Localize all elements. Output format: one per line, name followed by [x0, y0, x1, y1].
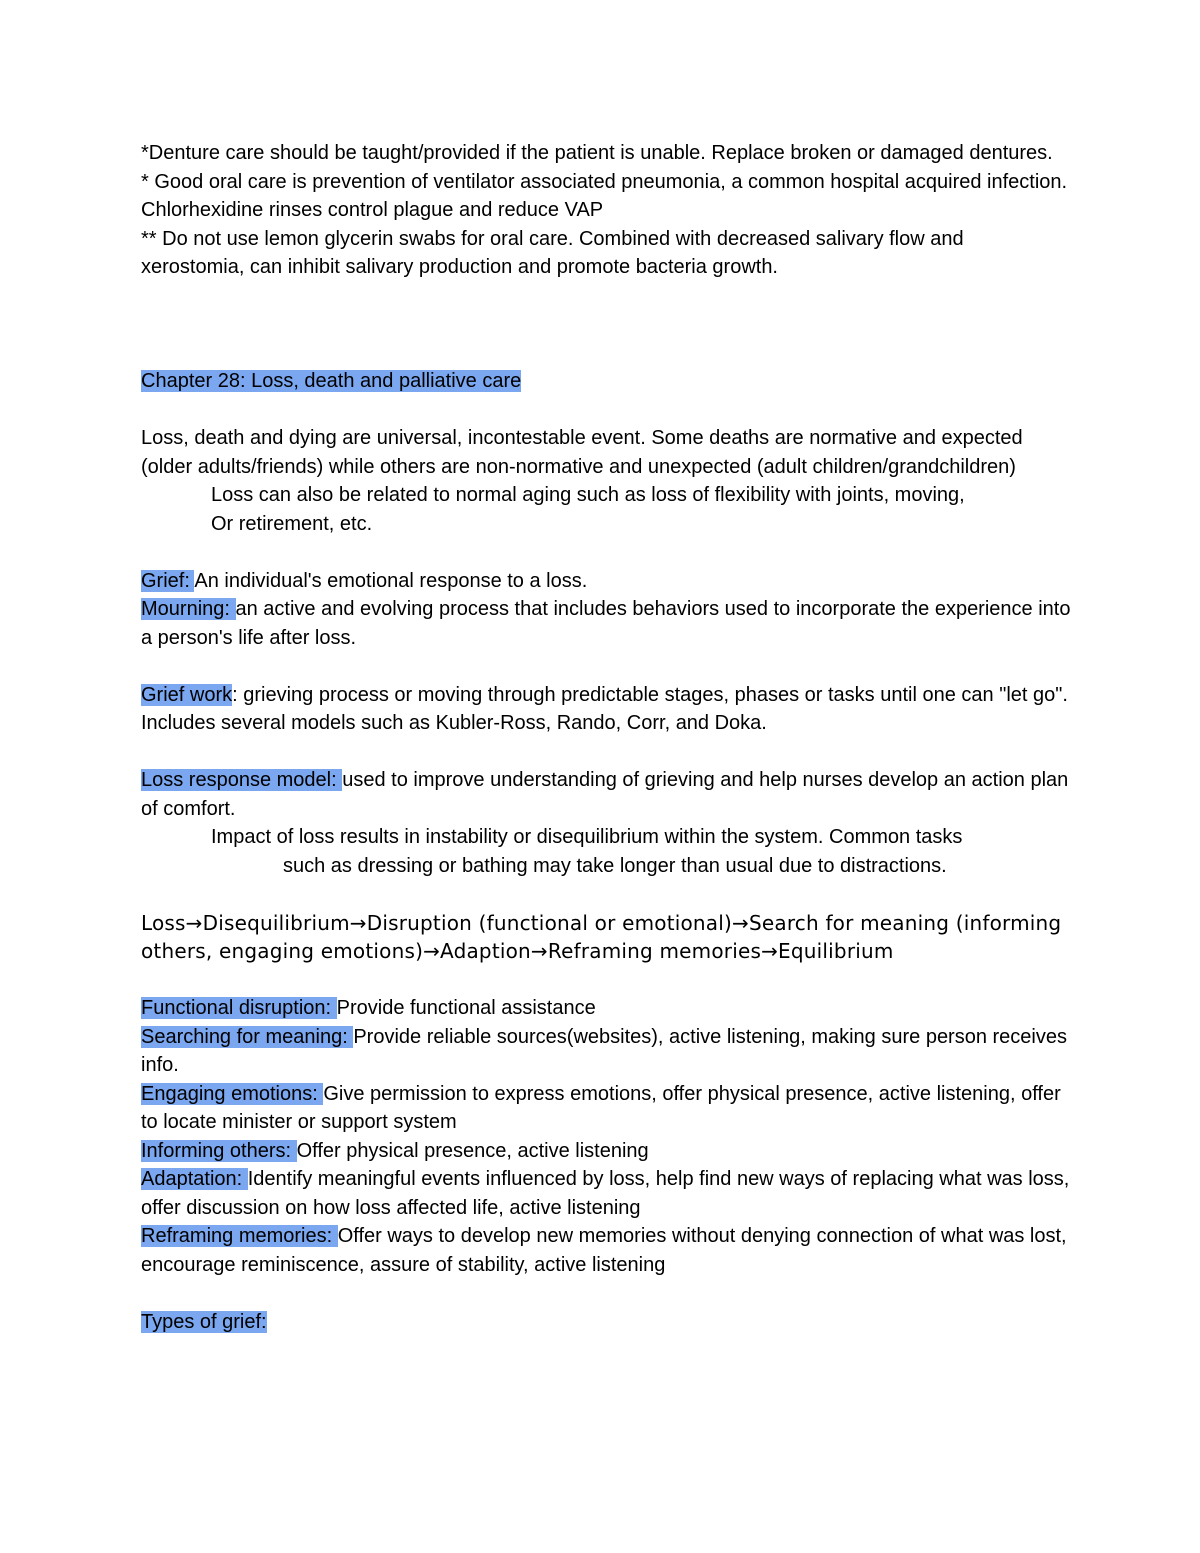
denture-care-note: *Denture care should be taught/provided if the patient is unable. Replace broken or damaged dentures. [141, 142, 1053, 164]
spacer [141, 538, 1071, 567]
chapter-intro: Loss, death and dying are universal, incontestable event. Some deaths are normative and expected (older adults/friends) while others are non-normative and unexpected (adult children/grandchildren) [141, 427, 1023, 478]
loss-model-term: Loss response model: [141, 769, 343, 791]
intervention-text: Provide functional assistance [336, 997, 596, 1019]
mourning-term: Mourning: [141, 598, 236, 620]
types-of-grief-highlight: Types of grief: [141, 1310, 267, 1333]
intervention-item [141, 994, 1071, 1023]
grief-definition [141, 567, 1071, 596]
spacer [141, 966, 1071, 995]
spacer [141, 880, 1071, 909]
intervention-text: Identify meaningful events influenced by loss, help find new ways of replacing what was loss, offer discussion on how loss affected life, active listening [141, 1168, 1070, 1219]
intervention-text: Offer ways to develop new memories without denying connection of what was lost, encourage reminiscence, assure of stability, active listening [141, 1225, 1067, 1276]
spacer [141, 396, 1071, 425]
intervention-term: Adaptation: [141, 1168, 248, 1190]
grief-work-definition [141, 681, 1071, 738]
chapter-heading-highlight: Chapter 28: Loss, death and palliative care [141, 370, 522, 392]
intervention-item [141, 1165, 1071, 1222]
intervention-text: Provide reliable sources(websites), active listening, making sure person receives info. [141, 1025, 1067, 1076]
grief-work-term: Grief work [141, 683, 233, 706]
intervention-term: Engaging emotions: [141, 1082, 324, 1105]
document-page [141, 139, 1071, 1336]
chapter-intro-indent-2: Or retirement, etc. [211, 512, 373, 535]
lemon-glycerin-note: ** Do not use lemon glycerin swabs for oral care. Combined with decreased salivary flow and xerostomia, can inhibit salivary production and promote bacteria growth. [141, 227, 964, 278]
spacer [141, 738, 1071, 767]
loss-model-text: used to improve understanding of grieving and help nurses develop an action plan of comfort. [141, 769, 1069, 820]
loss-model-indent-1: Impact of loss results in instability or disequilibrium within the system. Common tasks [211, 826, 963, 848]
types-of-grief-heading [141, 1308, 1071, 1337]
grief-term: Grief: [141, 569, 195, 592]
mourning-definition [141, 595, 1071, 652]
spacer [141, 1279, 1071, 1308]
spacer [141, 282, 1071, 339]
grief-text: An individual's emotional response to a loss. [194, 569, 588, 592]
intervention-term: Searching for meaning: [141, 1025, 354, 1048]
intervention-item [141, 1023, 1071, 1080]
intervention-term: Functional disruption: [141, 997, 337, 1019]
chapter-intro-indent-1: Loss can also be related to normal aging such as loss of flexibility with joints, moving, [211, 484, 965, 506]
intervention-text: Offer physical presence, active listening [296, 1139, 649, 1162]
grief-work-text: : grieving process or moving through predictable stages, phases or tasks until one can "let go". Includes several models such as Kubler-Ross, Rando, Corr, and Doka. [141, 683, 1068, 734]
chapter-heading [141, 367, 1071, 396]
mourning-text: an active and evolving process that includes behaviors used to incorporate the experience into a person's life after loss. [141, 598, 1071, 649]
intervention-text: Give permission to express emotions, offer physical presence, active listening, offer to locate minister or support system [141, 1082, 1061, 1133]
loss-flow-sequence: Loss→Disequilibrium→Disruption (functional or emotional)→Search for meaning (informing others, engaging emotions)→Adaption→Reframing memories→Equilibrium [141, 910, 1062, 963]
loss-model-indent-2: such as dressing or bathing may take longer than usual due to distractions. [283, 854, 947, 877]
intervention-item [141, 1137, 1071, 1166]
intervention-term: Informing others: [141, 1139, 297, 1162]
loss-model-definition [141, 766, 1071, 823]
spacer [141, 339, 1071, 368]
intervention-term: Reframing memories: [141, 1225, 338, 1247]
oral-care-vap-note: * Good oral care is prevention of ventilator associated pneumonia, a common hospital acquired infection. Chlorhexidine rinses control plague and reduce VAP [141, 170, 1068, 221]
intervention-item [141, 1222, 1071, 1279]
intervention-item [141, 1080, 1071, 1137]
spacer [141, 652, 1071, 681]
intervention-list [141, 994, 1071, 1279]
